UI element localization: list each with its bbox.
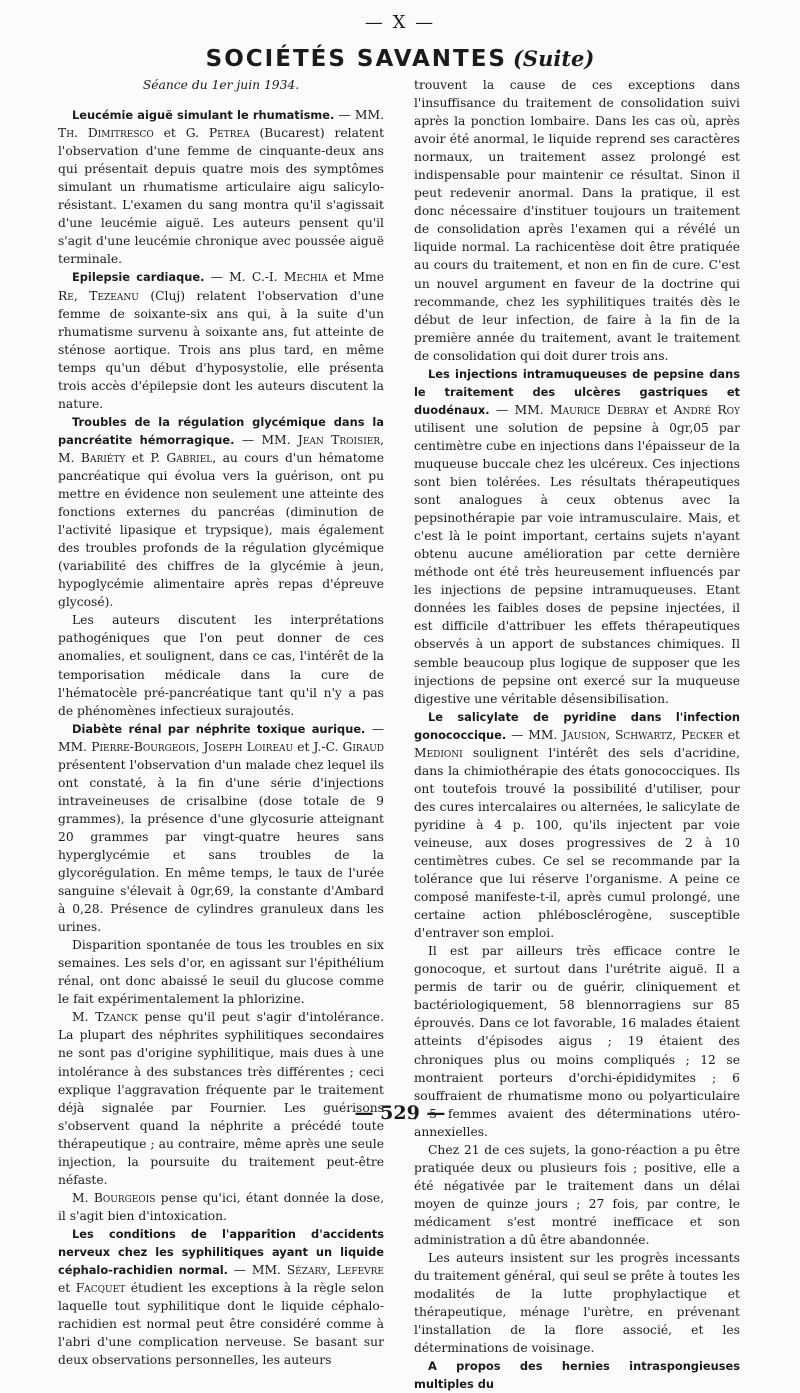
- title-text: SOCIÉTÉS SAVANTES: [205, 46, 507, 72]
- article-heading: Les conditions de l'apparition d'accidents nerveux chez les syphilitiques ayant un liquide céphalo-rachidien normal.: [58, 1226, 384, 1278]
- article-heading: Leucémie aiguë simulant le rhumatisme.: [72, 108, 335, 123]
- author: Re, Tezeanu: [58, 288, 139, 303]
- author: M. Bourgeois: [72, 1190, 156, 1205]
- article-hernies: [414, 1357, 740, 1393]
- article-leucemie: Leucémie aiguë simulant le rhumatisme. — MM. Th. Dimitresco et G. Petrea (Bucarest) relatent l'observation d'une femme de cinquante-deux ans qui présentait depuis quatre mois des symptômes simulant un rhumatisme articulaire aigu salicylo-résistant. L'examen du sang montra qu'il s'agissait d'une leucémie aiguë. Les auteurs pensent qu'il s'agit d'une leucémie chronique avec poussée aiguë terminale.: [58, 108, 385, 267]
- author: Maurice Debray: [550, 402, 649, 417]
- article-heading: Les injections intramuqueuses de pepsine dans le traitement des ulcères gastriques et duodénaux.: [414, 366, 740, 417]
- comment-bourgeois: M. Bourgeois pense qu'ici, étant donnée la dose, il s'agit bien d'intoxication.: [58, 1190, 385, 1223]
- article-salicylate: Le salicylate de pyridine dans l'infection gonococcique. — MM. Jausion, Schwartz, Pecker et Medioni soulignent l'intérêt des sels d'acridine, dans la chimiothérapie des états gonococciques. Ils ont toutefois trouvé la possibilité d'utiliser, pour des cures intercalaires ou alternées, le salicylate de pyridine à 4 p. 100, qu'ils injectent par voie veineuse, aux doses progressives de 2 à 10 centimètres cubes. Ce sel se recommande par la tolérance que lui réserve l'organisme. A peine ce composé manifeste-t-il, après cumul prolongé, une certaine action phlébosclérogène, susceptible d'entraver son emploi.: [414, 709, 740, 941]
- author: G. Petrea: [185, 126, 250, 141]
- author: M. Tzanck: [72, 1010, 138, 1025]
- author: Th. Dimitresco: [58, 126, 154, 141]
- paragraph: trouvent la cause de ces exceptions dans l'insuffisance du traitement de consolidation suivi après la ponction lombaire. Dans les cas où, après avoir été anormal, le liquide reprend ses caractères normaux, un traitement assez prolongé est indispensable pour maintenir ce résultat. Sinon il peut redevenir anormal. Dans la pratique, il est donc nécessaire d'instituer toujours un traitement de consolidation après l'examen qui a révélé un liquide normal. La rachicentèse doit être pratiquée au cours du traitement, et non en fin de cure. C'est un nouvel argument en faveur de la doctrine qui recommande, chez les syphilitiques traités dès le début de leur infection, de faire à la fin de la première année du traitement, avant le traitement de consolidation qui doit durer trois ans.: [414, 78, 740, 363]
- article-pepsine: Les injections intramuqueuses de pepsine dans le traitement des ulcères gastriques et duodénaux. — MM. Maurice Debray et André Roy utilisent une solution de pepsine à 0gr,05 par centimètre cube en injections dans l'épaisseur de la muqueuse buccale chez les ulcéreux. Ces injections sont bien tolérées. Les résultats thérapeutiques sont analogues à ceux obtenus avec la pepsinothérapie par voie intramusculaire. Mais, et c'est là le point important, certains sujets n'ayant obtenu aucune amélioration par cette dernière méthode ont été très heureusement influencés par les injections de pepsine intramuqueuses. Etant données les faibles doses de pepsine injectées, il est difficile d'attribuer les effets thérapeutiques observés à un apport de substances chimiques. Il semble beaucoup plus logique de supposer que les injections de pepsine ont exercé sur la muqueuse digestive une véritable désensibilisation.: [414, 366, 740, 706]
- author: P. Gabriel: [150, 450, 213, 465]
- author: Pierre-Bourgeois, Joseph Loireau: [91, 739, 294, 754]
- article-heading: A propos des hernies intraspongieuses multiples du: [414, 1359, 740, 1392]
- seance-date: Séance du 1er juin 1934.: [142, 78, 300, 92]
- author: André Roy: [673, 402, 740, 417]
- paragraph: Les auteurs insistent sur les progrès incessants du traitement général, qui seul se prête à toutes les modalités de la lutte prophylactique et thérapeutique, ménage l'urètre, en prévenant l'installation de la flore associé, et les déterminations de voisinage.: [414, 1251, 740, 1356]
- article-diabete: Diabète rénal par néphrite toxique aurique. — MM. Pierre-Bourgeois, Joseph Loireau et J.-C. Giraud présentent l'observation d'un malade chez lequel ils ont constaté, à la fin d'une série d'injections intraveineuses de crisalbine (dose totale de 9 grammes), la présence d'une glycosurie atteignant 20 grammes par vingt-quatre heures sans hyperglycémie et sans troubles de la glycorégulation. En même temps, le taux de l'urée sanguine s'élevait à 0gr,69, la constante d'Ambard à 0,28. Présence de cylindres granuleux dans les urines.: [58, 721, 385, 935]
- right-column: [414, 76, 740, 1393]
- author: J.-C. Giraud: [313, 739, 385, 754]
- author: Medioni: [414, 745, 463, 760]
- roman-page-number: — X —: [364, 12, 436, 33]
- author: Jean Troisier, M. Bariéty: [58, 432, 385, 465]
- article-heading: Troubles de la régulation glycémique dans la pancréatite hémorragique.: [58, 414, 384, 447]
- paragraph: Il est par ailleurs très efficace contre le gonocoque, et surtout dans l'urétrite aiguë. Il a permis de tarir ou de guérir, cliniquement et bactériologiquement, 58 blennorragiens sur 85 éprouvés. Dans ce lot favorable, 16 malades étaient atteints d'épisodes aigus ; 19 étaient des chroniques plus ou moins compliqués ; 12 se montraient porteurs d'orchi-épididymites ; 6 souffraient de rhumatisme mono ou polyarticulaire ; 5 femmes avaient des déterminations utéro-annexielles.: [414, 944, 740, 1139]
- article-glycemie: Troubles de la régulation glycémique dans la pancréatite hémorragique. — MM. Jean Troisier, M. Bariéty et P. Gabriel, au cours d'un hématome pancréatique qui évolua vers la guérison, ont pu mettre en évidence non seulement une atteinte des fonctions externes du pancréas (diminution de l'activité lipasique et trypsique), mais également des troubles profonds de la régulation glycémique (variabilité des chiffres de la glycémie à jeun, hypoglycémie alimentaire après repas d'épreuve glycosé).: [58, 414, 385, 610]
- paragraph: Disparition spontanée de tous les troubles en six semaines. Les sels d'or, en agissant sur l'épithélium rénal, ont donc abaissé le seuil du glucose comme le fait expérimentalement la phlorizine.: [58, 938, 384, 1007]
- article-epilepsie: Epilepsie cardiaque. — M. C.-I. Mechia et Mme Re, Tezeanu (Cluj) relatent l'observation d'une femme de soixante-six ans qui, à la suite d'un rhumatisme survenu à soixante ans, fut atteinte de sténose aortique. Trois ans plus tard, en même temps qu'un début d'hyposystolie, elle présenta trois accès d'épilepsie dont les auteurs discutent la nature.: [58, 270, 384, 411]
- article-heading: Epilepsie cardiaque.: [72, 270, 205, 285]
- author: C.-I. Mechia: [251, 270, 328, 285]
- page-number: — 529 —: [354, 1102, 446, 1124]
- comment-tzanck: M. Tzanck pense qu'il peut s'agir d'intolérance. La plupart des néphrites syphilitiques secondaires ne sont pas d'origine syphilitique, mais dues à une intolérance à des substances très différentes ; ceci explique l'aggravation fréquente par le traitement déjà signalée par Fournier. Les guérisons s'observent quand la néphrite a précédé toute thérapeutique ; au contraire, même après une seule injection, la poursuite du traitement peut-être néfaste.: [58, 1010, 384, 1187]
- title-suite: (Suite): [512, 46, 595, 71]
- author: Facquet: [75, 1281, 126, 1296]
- article-syphilis: Les conditions de l'apparition d'accidents nerveux chez les syphilitiques ayant un liquide céphalo-rachidien normal. — MM. Sézary, Lefevre et Facquet étudient les exceptions à la règle selon laquelle tout syphilitique dont le liquide céphalo-rachidien est normal peut être considéré comme à l'abri d'une complication nerveuse. Se basant sur deux observations personnelles, les auteurs: [58, 1226, 384, 1368]
- author: Jausion, Schwartz, Pecker: [562, 727, 723, 742]
- paragraph: Les auteurs discutent les interprétations pathogéniques que l'on peut donner de ces anomalies, et soulignent, dans ce cas, l'intérêt de la temporisation médicale dans la cure de l'hématocèle pré-pancréatique tant qu'il n'y a pas de phénomènes infectieux surajoutés.: [58, 613, 384, 718]
- article-heading: Diabète rénal par néphrite toxique aurique.: [72, 721, 366, 736]
- author: Sézary, Lefevre: [286, 1263, 384, 1278]
- left-column: [58, 76, 384, 1369]
- article-heading: Le salicylate de pyridine dans l'infection gonococcique.: [414, 709, 740, 742]
- page-title: [0, 46, 800, 72]
- paragraph: Chez 21 de ces sujets, la gono-réaction a pu être pratiquée deux ou plusieurs fois ; positive, elle a été négativée par le traitement dans un délai moyen de quinze jours ; 27 fois, par contre, le médicament s'est montré inefficace et son administration a dû être abandonnée.: [414, 1142, 740, 1247]
